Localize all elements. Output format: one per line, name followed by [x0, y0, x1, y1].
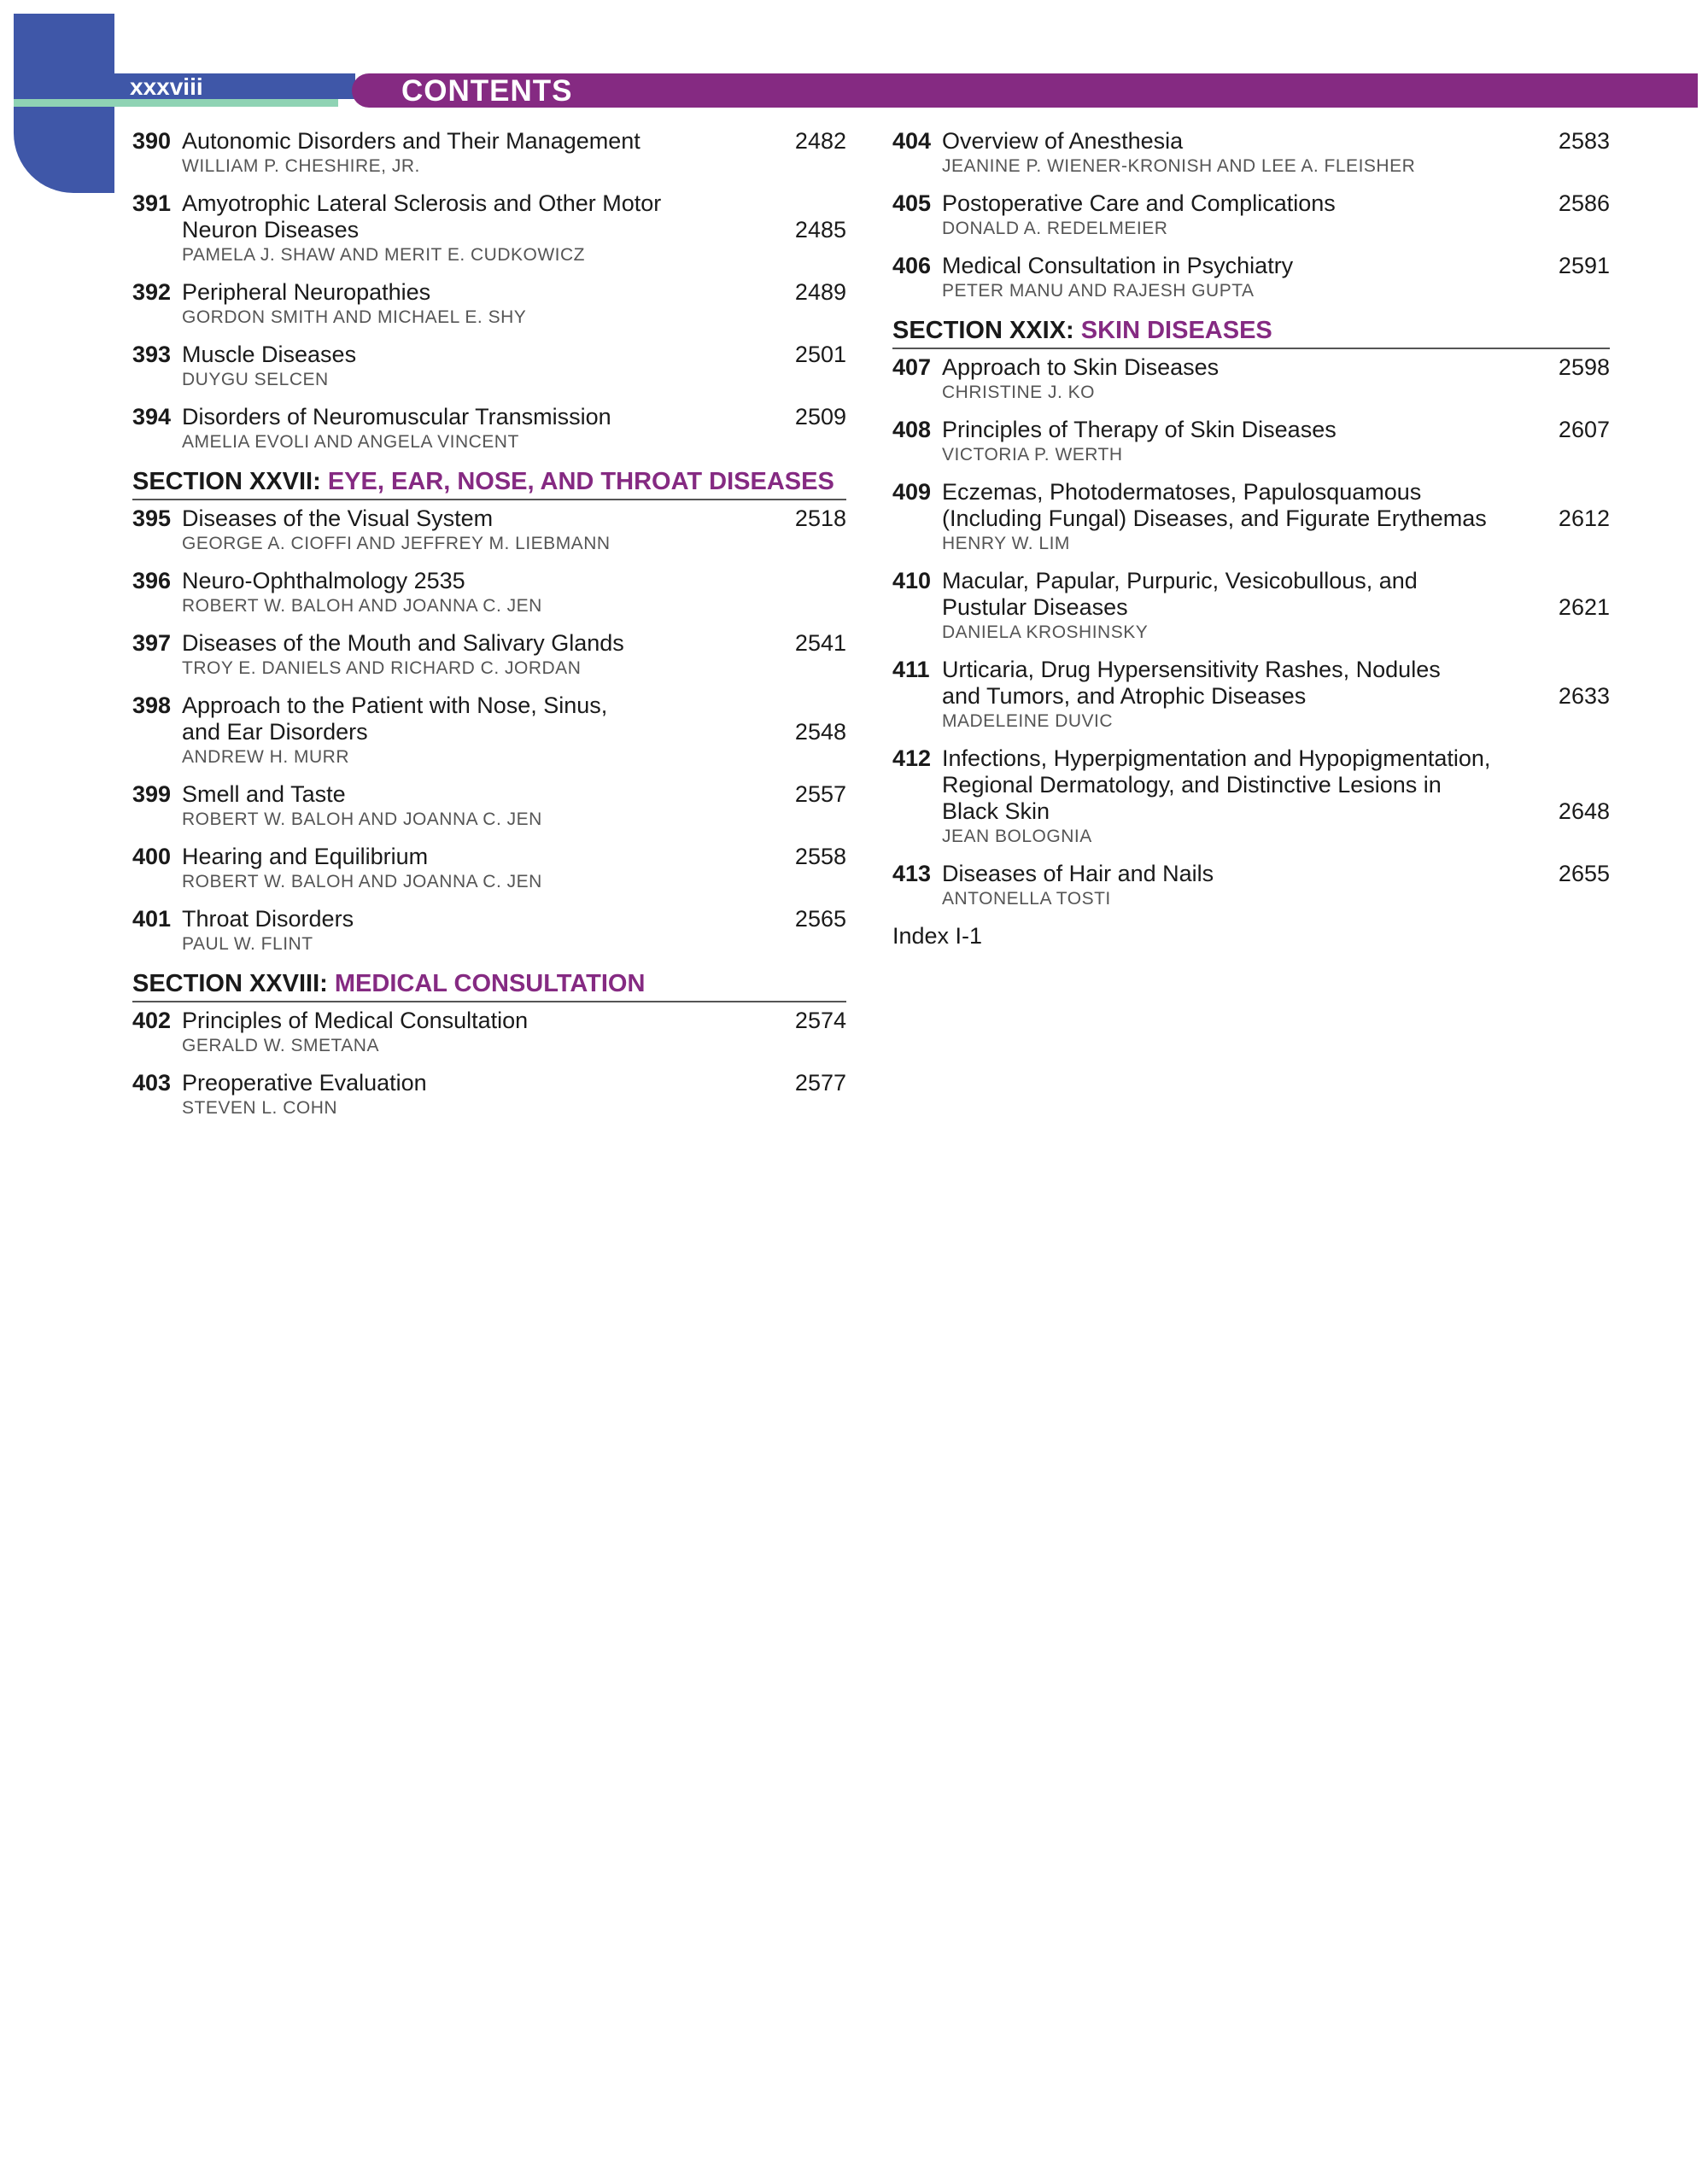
- chapter-page-number: 2621: [1558, 594, 1610, 620]
- chapter-authors: AMELIA EVOLI AND ANGELA VINCENT: [182, 432, 519, 452]
- chapter-page-number: 2558: [794, 844, 846, 869]
- chapter-number: 401: [132, 906, 172, 932]
- toc-entry-392: [132, 279, 846, 329]
- chapter-page-number: 2586: [1558, 190, 1610, 216]
- chapter-title: Diseases of Hair and Nails: [942, 861, 1214, 886]
- toc-entry-391: [132, 190, 846, 266]
- chapter-number: 394: [132, 404, 172, 430]
- toc-entry-line: [132, 1070, 846, 1096]
- chapter-number: 405: [892, 190, 932, 216]
- chapter-authors: JEANINE P. WIENER-KRONISH AND LEE A. FLEISHER: [942, 156, 1416, 176]
- chapter-authors: ANTONELLA TOSTI: [942, 889, 1111, 909]
- chapter-title: Diseases of the Mouth and Salivary Glands: [182, 630, 624, 656]
- toc-entry-393: [132, 342, 846, 391]
- chapter-title: Principles of Therapy of Skin Diseases: [942, 417, 1337, 442]
- chapter-authors: PETER MANU AND RAJESH GUPTA: [942, 281, 1255, 301]
- chapter-number: 402: [132, 1008, 172, 1033]
- toc-entry-407: [892, 354, 1610, 404]
- toc-entry-line: [132, 279, 846, 306]
- chapter-page-number: 2489: [794, 279, 846, 305]
- chapter-page-number: 2518: [794, 506, 846, 531]
- chapter-number: 412: [892, 745, 932, 771]
- toc-entry-line: [892, 745, 1610, 772]
- toc-entry-396: [132, 568, 846, 617]
- toc-entry-line: [132, 190, 846, 217]
- chapter-number: 395: [132, 506, 172, 531]
- chapter-title: Muscle Diseases: [182, 342, 357, 367]
- chapter-authors: CHRISTINE J. KO: [942, 383, 1096, 402]
- chapter-number: 390: [132, 128, 172, 154]
- chapter-page-number: 2509: [794, 404, 846, 430]
- chapter-title: Neuron Diseases: [182, 217, 360, 243]
- toc-entry-403: [132, 1070, 846, 1119]
- chapter-title: Peripheral Neuropathies: [182, 279, 431, 305]
- chapter-authors: ROBERT W. BALOH AND JOANNA C. JEN: [182, 872, 542, 891]
- toc-entry-398: [132, 693, 846, 768]
- toc-entry-line: [132, 781, 846, 808]
- toc-entry-406: [892, 253, 1610, 302]
- toc-entry-394: [132, 404, 846, 453]
- toc-entry-line: [132, 693, 846, 719]
- chapter-title: Postoperative Care and Complications: [942, 190, 1336, 216]
- left-entries-a: [132, 128, 846, 453]
- chapter-title: Smell and Taste: [182, 781, 346, 807]
- toc-entry-line: [132, 128, 846, 155]
- chapter-authors: GEORGE A. CIOFFI AND JEFFREY M. LIEBMANN: [182, 534, 611, 553]
- chapter-authors: VICTORIA P. WERTH: [942, 445, 1123, 465]
- toc-entry-line: [892, 772, 1610, 798]
- toc-entry-line: [892, 506, 1610, 532]
- toc-entry-line: [132, 1008, 846, 1034]
- toc-entry-line: [132, 719, 846, 745]
- chapter-page-number: 2648: [1558, 798, 1610, 824]
- toc-entry-line: [892, 479, 1610, 506]
- chapter-page-number: 2548: [794, 719, 846, 745]
- toc-entry-line: [892, 594, 1610, 621]
- chapter-number: 397: [132, 630, 172, 656]
- chapter-number: 391: [132, 190, 172, 216]
- chapter-number: 407: [892, 354, 932, 380]
- toc-entry-404: [892, 128, 1610, 178]
- chapter-page-number: 2574: [794, 1008, 846, 1033]
- chapter-number: 400: [132, 844, 172, 869]
- toc-entry-390: [132, 128, 846, 178]
- chapter-number: 404: [892, 128, 932, 154]
- toc-entry-line: [132, 404, 846, 430]
- chapter-number: 409: [892, 479, 932, 505]
- toc-entry-line: [892, 568, 1610, 594]
- toc-entry-401: [132, 906, 846, 956]
- chapter-number: 392: [132, 279, 172, 305]
- chapter-title: and Ear Disorders: [182, 719, 368, 745]
- chapter-page-number: 2633: [1558, 683, 1610, 709]
- chapter-page-number: 2565: [794, 906, 846, 932]
- chapter-title: Disorders of Neuromuscular Transmission: [182, 404, 611, 430]
- chapter-authors: HENRY W. LIM: [942, 534, 1070, 553]
- chapter-number: 399: [132, 781, 172, 807]
- toc-entry-line: [892, 683, 1610, 710]
- toc-entry-line: [892, 861, 1610, 887]
- toc-entry-line: [892, 657, 1610, 683]
- right-entries-a: [892, 128, 1610, 302]
- chapter-number: 408: [892, 417, 932, 442]
- chapter-page-number: 2583: [1558, 128, 1610, 154]
- chapter-page-number: 2612: [1558, 506, 1610, 531]
- chapter-title: Hearing and Equilibrium: [182, 844, 429, 869]
- toc-entry-line: [892, 128, 1610, 155]
- chapter-title: Overview of Anesthesia: [942, 128, 1184, 154]
- chapter-title: Diseases of the Visual System: [182, 506, 494, 531]
- chapter-number: 406: [892, 253, 932, 278]
- toc-entry-line: [892, 190, 1610, 217]
- chapter-authors: MADELEINE DUVIC: [942, 711, 1114, 731]
- chapter-title: Amyotrophic Lateral Sclerosis and Other Motor: [182, 190, 662, 216]
- chapter-title: Throat Disorders: [182, 906, 354, 932]
- chapter-page-number: 2541: [794, 630, 846, 656]
- chapter-page-number: 2607: [1558, 417, 1610, 442]
- toc-entry-line: [132, 217, 846, 243]
- chapter-authors: DANIELA KROSHINSKY: [942, 622, 1149, 642]
- chapter-number: 403: [132, 1070, 172, 1096]
- chapter-title: Neuro-Ophthalmology 2535: [182, 568, 465, 593]
- right-entries-b: [892, 354, 1610, 910]
- chapter-authors: PAUL W. FLINT: [182, 934, 313, 954]
- left-entries-b: [132, 506, 846, 956]
- chapter-authors: PAMELA J. SHAW AND MERIT E. CUDKOWICZ: [182, 245, 585, 265]
- toc-entry-line: [892, 417, 1610, 443]
- left-entries-c: [132, 1008, 846, 1119]
- chapter-title: Approach to the Patient with Nose, Sinus,: [182, 693, 608, 718]
- chapter-title: and Tumors, and Atrophic Diseases: [942, 683, 1307, 709]
- chapter-page-number: 2591: [1558, 253, 1610, 278]
- chapter-authors: ROBERT W. BALOH AND JOANNA C. JEN: [182, 596, 542, 616]
- chapter-authors: ROBERT W. BALOH AND JOANNA C. JEN: [182, 809, 542, 829]
- chapter-page-number: 2557: [794, 781, 846, 807]
- toc-entry-413: [892, 861, 1610, 910]
- chapter-title: Approach to Skin Diseases: [942, 354, 1220, 380]
- toc-entry-line: [132, 342, 846, 368]
- chapter-page-number: 2655: [1558, 861, 1610, 886]
- chapter-title: Regional Dermatology, and Distinctive Lesions in: [942, 772, 1442, 798]
- page-title: CONTENTS: [401, 74, 573, 108]
- chapter-number: 396: [132, 568, 172, 593]
- chapter-title: Eczemas, Photodermatoses, Papulosquamous: [942, 479, 1422, 505]
- chapter-title: Autonomic Disorders and Their Management: [182, 128, 640, 154]
- chapter-authors: TROY E. DANIELS AND RICHARD C. JORDAN: [182, 658, 582, 678]
- chapter-title: Principles of Medical Consultation: [182, 1008, 529, 1033]
- toc-entry-411: [892, 657, 1610, 733]
- chapter-title: Black Skin: [942, 798, 1050, 824]
- toc-entry-line: [132, 906, 846, 932]
- chapter-page-number: 2598: [1558, 354, 1610, 380]
- chapter-page-number: 2485: [794, 217, 846, 243]
- left-column: [132, 128, 846, 1132]
- toc-entry-402: [132, 1008, 846, 1057]
- chapter-title: Infections, Hyperpigmentation and Hypopigmentation,: [942, 745, 1491, 771]
- chapter-number: 393: [132, 342, 172, 367]
- chapter-title: Preoperative Evaluation: [182, 1070, 427, 1096]
- toc-entry-line: [132, 844, 846, 870]
- toc-entry-line: [892, 253, 1610, 279]
- toc-entry-412: [892, 745, 1610, 848]
- toc-entry-400: [132, 844, 846, 893]
- chapter-authors: DONALD A. REDELMEIER: [942, 219, 1168, 238]
- chapter-title: Medical Consultation in Psychiatry: [942, 253, 1294, 278]
- chapter-title: Pustular Diseases: [942, 594, 1128, 620]
- toc-entry-line: [132, 630, 846, 657]
- toc-entry-405: [892, 190, 1610, 240]
- chapter-authors: GERALD W. SMETANA: [182, 1036, 379, 1055]
- chapter-authors: JEAN BOLOGNIA: [942, 827, 1092, 846]
- chapter-title: Macular, Papular, Purpuric, Vesicobullous, and: [942, 568, 1418, 593]
- chapter-authors: DUYGU SELCEN: [182, 370, 329, 389]
- chapter-authors: GORDON SMITH AND MICHAEL E. SHY: [182, 307, 527, 327]
- section-heading-xxvii: SECTION XXVII: EYE, EAR, NOSE, AND THROAT DISEASES: [132, 466, 846, 500]
- toc-entry-409: [892, 479, 1610, 555]
- chapter-title: (Including Fungal) Diseases, and Figurate Erythemas: [942, 506, 1487, 531]
- chapter-page-number: 2501: [794, 342, 846, 367]
- index-entry: Index I-1: [892, 923, 983, 949]
- chapter-number: 410: [892, 568, 932, 593]
- section-heading-xxix: SECTION XXIX: SKIN DISEASES: [892, 315, 1610, 349]
- toc-entry-line: [892, 798, 1610, 825]
- toc-entry-line: [132, 568, 846, 594]
- chapter-number: 413: [892, 861, 932, 886]
- chapter-page-number: 2482: [794, 128, 846, 154]
- toc-entry-397: [132, 630, 846, 680]
- section-heading-xxviii: SECTION XXVIII: MEDICAL CONSULTATION: [132, 968, 846, 1002]
- toc-entry-395: [132, 506, 846, 555]
- page-number: xxxviii: [130, 73, 203, 100]
- toc-entry-line: [132, 506, 846, 532]
- toc-entry-408: [892, 417, 1610, 466]
- toc-entry-line: [892, 354, 1610, 381]
- chapter-title: Urticaria, Drug Hypersensitivity Rashes, Nodules: [942, 657, 1441, 682]
- chapter-number: 398: [132, 693, 172, 718]
- chapter-authors: ANDREW H. MURR: [182, 747, 349, 767]
- chapter-authors: WILLIAM P. CHESHIRE, JR.: [182, 156, 420, 176]
- chapter-number: 411: [892, 657, 930, 682]
- toc-entry-399: [132, 781, 846, 831]
- right-column: [892, 128, 1610, 950]
- chapter-page-number: 2577: [794, 1070, 846, 1096]
- chapter-authors: STEVEN L. COHN: [182, 1098, 338, 1118]
- toc-entry-410: [892, 568, 1610, 644]
